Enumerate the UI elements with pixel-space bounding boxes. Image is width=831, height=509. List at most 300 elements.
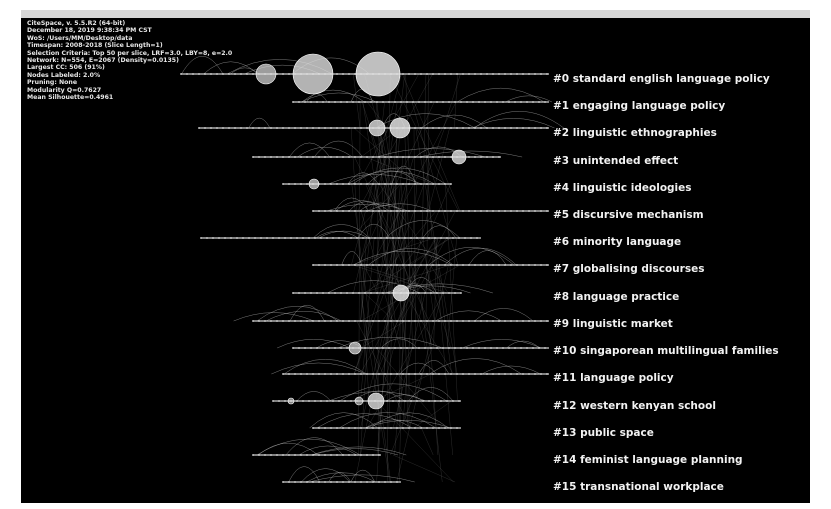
node-dot [392,237,394,239]
node-dot [414,427,416,429]
node-dot [380,237,382,239]
node-dot [366,127,368,129]
node-dot [438,156,440,158]
cluster-label-6[interactable]: #6 minority language [553,236,682,248]
node-dot [510,320,512,322]
node-dot [354,454,356,456]
node-dot [370,292,372,294]
node-dot [468,264,470,266]
node-dot [408,183,410,185]
link-arc [368,204,432,211]
node-dot [402,73,404,75]
node-dot [330,454,332,456]
node-dot [270,320,272,322]
node-dot [316,101,318,103]
node-dot [382,347,384,349]
node-dot [450,73,452,75]
node-dot [522,210,524,212]
node-dot [312,373,314,375]
node-dot [450,156,452,158]
info-line: Timespan: 2008-2018 (Slice Length=1) [27,42,163,50]
node-dot [318,427,320,429]
node-dot [486,320,488,322]
node-dot [366,427,368,429]
node-dot [430,347,432,349]
node-dot [378,156,380,158]
node-dot [306,481,308,483]
node-dot [522,127,524,129]
node-dot [276,320,278,322]
cluster-label-8[interactable]: #8 language practice [553,291,680,303]
node-dot [510,73,512,75]
node-dot [448,347,450,349]
node-dot [504,320,506,322]
node-dot [426,156,428,158]
node-dot [284,400,286,402]
link-arc [307,94,328,102]
node-dot [480,156,482,158]
node-dot [288,454,290,456]
node-dot [456,264,458,266]
cited-node-circle [369,120,385,136]
node-dot [300,373,302,375]
node-dot [348,127,350,129]
node-dot [324,264,326,266]
node-dot [396,427,398,429]
node-dot [420,73,422,75]
node-dot [432,73,434,75]
node-dot [394,347,396,349]
node-dot [540,320,542,322]
cluster-label-2[interactable]: #2 linguistic ethnographies [553,127,717,139]
node-dot [342,320,344,322]
node-dot [528,127,530,129]
node-dot [230,237,232,239]
cluster-label-13[interactable]: #13 public space [553,427,654,439]
node-dot [402,427,404,429]
node-dot [354,127,356,129]
node-dot [528,210,530,212]
node-dot [318,373,320,375]
cluster-label-0[interactable]: #0 standard english language policy [553,73,770,85]
node-dot [422,237,424,239]
node-dot [296,400,298,402]
node-dot [348,481,350,483]
node-dot [378,183,380,185]
node-dot [458,237,460,239]
node-dot [348,454,350,456]
link-line [421,428,433,455]
node-dot [408,320,410,322]
node-dot [324,127,326,129]
node-dot [420,264,422,266]
node-dot [414,264,416,266]
node-dot [322,292,324,294]
node-dot [372,210,374,212]
node-dot [472,101,474,103]
node-dot [444,427,446,429]
node-dot [340,101,342,103]
node-dot [480,264,482,266]
node-dot [418,101,420,103]
cited-node-circle [368,393,384,409]
node-dot [284,237,286,239]
node-dot [420,183,422,185]
node-dot [400,347,402,349]
node-dot [410,400,412,402]
node-dot [354,264,356,266]
node-dot [456,320,458,322]
node-dot [336,454,338,456]
cluster-label-15[interactable]: #15 transnational workplace [553,481,724,493]
node-dot [480,320,482,322]
node-dot [414,156,416,158]
node-dot [276,454,278,456]
info-line: Pruning: None [27,79,78,87]
node-dot [534,210,536,212]
node-dot [416,400,418,402]
info-line: CiteSpace, v. 5.5.R2 (64-bit) [27,20,126,27]
node-dot [486,373,488,375]
node-dot [446,400,448,402]
node-dot [414,73,416,75]
node-dot [258,320,260,322]
node-dot [354,373,356,375]
link-arc [419,151,522,157]
link-line [360,238,435,374]
node-dot [342,481,344,483]
cited-node-circle [355,397,363,405]
node-dot [478,347,480,349]
node-dot [468,373,470,375]
link-arc [271,363,365,374]
node-dot [438,320,440,322]
node-dot [436,347,438,349]
cluster-label-10[interactable]: #10 singaporean multilingual families [553,345,779,357]
node-dot [222,127,224,129]
cluster-label-7[interactable]: #7 globalising discourses [553,263,705,275]
node-dot [454,292,456,294]
node-dot [364,101,366,103]
node-dot [336,264,338,266]
node-dot [304,292,306,294]
node-dot [476,237,478,239]
info-line: WoS: /Users/MM/Desktop/data [27,34,133,42]
node-dot [378,454,380,456]
link-arc [377,148,486,157]
node-dot [360,454,362,456]
link-line [414,401,452,428]
node-dot [294,183,296,185]
node-dot [302,237,304,239]
node-dot [254,237,256,239]
node-dot [322,101,324,103]
node-dot [316,292,318,294]
node-dot [492,320,494,322]
node-dot [480,373,482,375]
node-dot [486,210,488,212]
node-dot [446,237,448,239]
cited-node-circle [293,54,333,94]
timeline-view[interactable] [21,10,810,503]
node-dot [418,347,420,349]
node-dot [430,292,432,294]
node-dot [438,127,440,129]
node-dot [520,101,522,103]
node-dot [360,373,362,375]
cluster-label-3[interactable]: #3 unintended effect [553,155,679,167]
node-dot [382,101,384,103]
node-dot [306,373,308,375]
node-dot [384,156,386,158]
node-dot [402,320,404,322]
node-dot [374,237,376,239]
node-dot [344,237,346,239]
node-dot [514,347,516,349]
node-dot [360,156,362,158]
node-dot [318,454,320,456]
node-dot [338,400,340,402]
link-arc [301,469,350,482]
node-dot [410,237,412,239]
cluster-label-12[interactable]: #12 western kenyan school [553,400,716,412]
node-dot [428,237,430,239]
info-line: December 18, 2019 9:38:34 PM CST [27,27,152,35]
node-dot [490,347,492,349]
cluster-label-9[interactable]: #9 linguistic market [553,318,673,330]
node-dot [414,373,416,375]
link-arc [505,96,552,102]
link-arc [234,313,314,321]
node-dot [378,427,380,429]
node-dot [546,373,548,375]
link-line [430,265,448,293]
node-dot [408,210,410,212]
node-dot [528,264,530,266]
node-dot [480,210,482,212]
cited-node-circle [288,398,294,404]
node-dot [438,183,440,185]
node-dot [534,373,536,375]
node-dot [408,373,410,375]
node-dot [342,156,344,158]
node-dot [368,237,370,239]
node-dot [372,373,374,375]
node-dot [376,101,378,103]
node-dot [366,183,368,185]
node-dot [516,373,518,375]
node-dot [300,156,302,158]
node-dot [384,320,386,322]
node-dot [372,427,374,429]
node-dot [288,127,290,129]
node-dot [294,454,296,456]
link-line [384,211,456,348]
node-dot [460,347,462,349]
cluster-label-4[interactable]: #4 linguistic ideologies [553,182,692,194]
node-dot [288,73,290,75]
node-dot [334,101,336,103]
link-line [416,128,457,374]
node-dot [242,237,244,239]
node-dot [290,237,292,239]
node-dot [474,156,476,158]
node-dot [276,73,278,75]
node-dot [240,127,242,129]
node-dot [278,400,280,402]
node-dot [372,481,374,483]
node-dot [510,373,512,375]
node-dot [400,101,402,103]
node-dot [204,127,206,129]
node-dot [326,237,328,239]
node-dot [396,210,398,212]
node-dot [492,373,494,375]
node-dot [498,264,500,266]
node-dot [546,320,548,322]
node-dot [294,127,296,129]
cluster-label-11[interactable]: #11 language policy [553,372,674,384]
node-dot [234,73,236,75]
node-dot [298,347,300,349]
node-dot [298,292,300,294]
node-dot [464,237,466,239]
node-dot [404,237,406,239]
node-dot [342,73,344,75]
node-dot [378,481,380,483]
node-dot [474,73,476,75]
node-dot [200,237,202,239]
node-dot [292,292,294,294]
node-dot [522,264,524,266]
node-dot [492,264,494,266]
cluster-label-14[interactable]: #14 feminist language planning [553,454,743,466]
node-dot [492,127,494,129]
node-dot [270,156,272,158]
node-dot [356,237,358,239]
node-dot [448,101,450,103]
node-dot [498,373,500,375]
node-dot [224,237,226,239]
node-dot [328,347,330,349]
node-dot [468,156,470,158]
node-dot [336,156,338,158]
node-dot [342,373,344,375]
node-dot [384,373,386,375]
node-dot [402,264,404,266]
node-dot [246,127,248,129]
node-dot [372,264,374,266]
node-dot [288,183,290,185]
node-dot [266,237,268,239]
link-arc [257,439,360,455]
node-dot [272,400,274,402]
node-dot [544,101,546,103]
node-dot [432,210,434,212]
node-dot [360,481,362,483]
node-dot [198,127,200,129]
node-dot [480,127,482,129]
node-dot [260,237,262,239]
node-dot [414,210,416,212]
node-dot [430,101,432,103]
cluster-label-1[interactable]: #1 engaging language policy [553,100,726,112]
node-dot [384,210,386,212]
node-dot [306,183,308,185]
info-line: Nodes Labeled: 2.0% [27,71,101,79]
node-dot [378,210,380,212]
node-dot [330,210,332,212]
node-dot [436,101,438,103]
node-dot [370,101,372,103]
node-dot [270,454,272,456]
node-dot [304,347,306,349]
node-dot [508,347,510,349]
node-dot [342,427,344,429]
node-dot [282,183,284,185]
node-dot [312,264,314,266]
node-dot [412,347,414,349]
node-dot [336,127,338,129]
node-dot [294,320,296,322]
node-dot [258,156,260,158]
node-dot [450,183,452,185]
link-line [393,455,455,482]
node-dot [308,400,310,402]
link-line [380,348,390,374]
node-dot [366,481,368,483]
link-arc [342,251,362,265]
link-arc [469,250,506,265]
node-dot [300,454,302,456]
node-dot [378,320,380,322]
node-dot [330,320,332,322]
node-dot [398,400,400,402]
link-arc [474,111,563,128]
node-dot [462,127,464,129]
node-dot [434,400,436,402]
node-dot [372,454,374,456]
node-dot [318,320,320,322]
node-dot [330,427,332,429]
node-dot [492,73,494,75]
link-arc [316,231,358,238]
node-dot [372,320,374,322]
node-dot [516,264,518,266]
node-dot [514,101,516,103]
node-dot [364,347,366,349]
link-arc [400,363,437,374]
network-summary-panel [27,20,232,101]
node-dot [276,156,278,158]
node-dot [440,237,442,239]
node-dot [492,210,494,212]
node-dot [372,156,374,158]
node-dot [366,156,368,158]
node-dot [282,156,284,158]
node-dot [386,400,388,402]
node-dot [390,481,392,483]
node-dot [376,347,378,349]
link-arc [258,443,318,455]
link-arc [257,306,338,321]
node-dot [300,183,302,185]
cluster-label-5[interactable]: #5 discursive mechanism [553,209,704,221]
node-dot [474,127,476,129]
node-dot [432,264,434,266]
node-dot [348,264,350,266]
link-arc [311,447,406,455]
